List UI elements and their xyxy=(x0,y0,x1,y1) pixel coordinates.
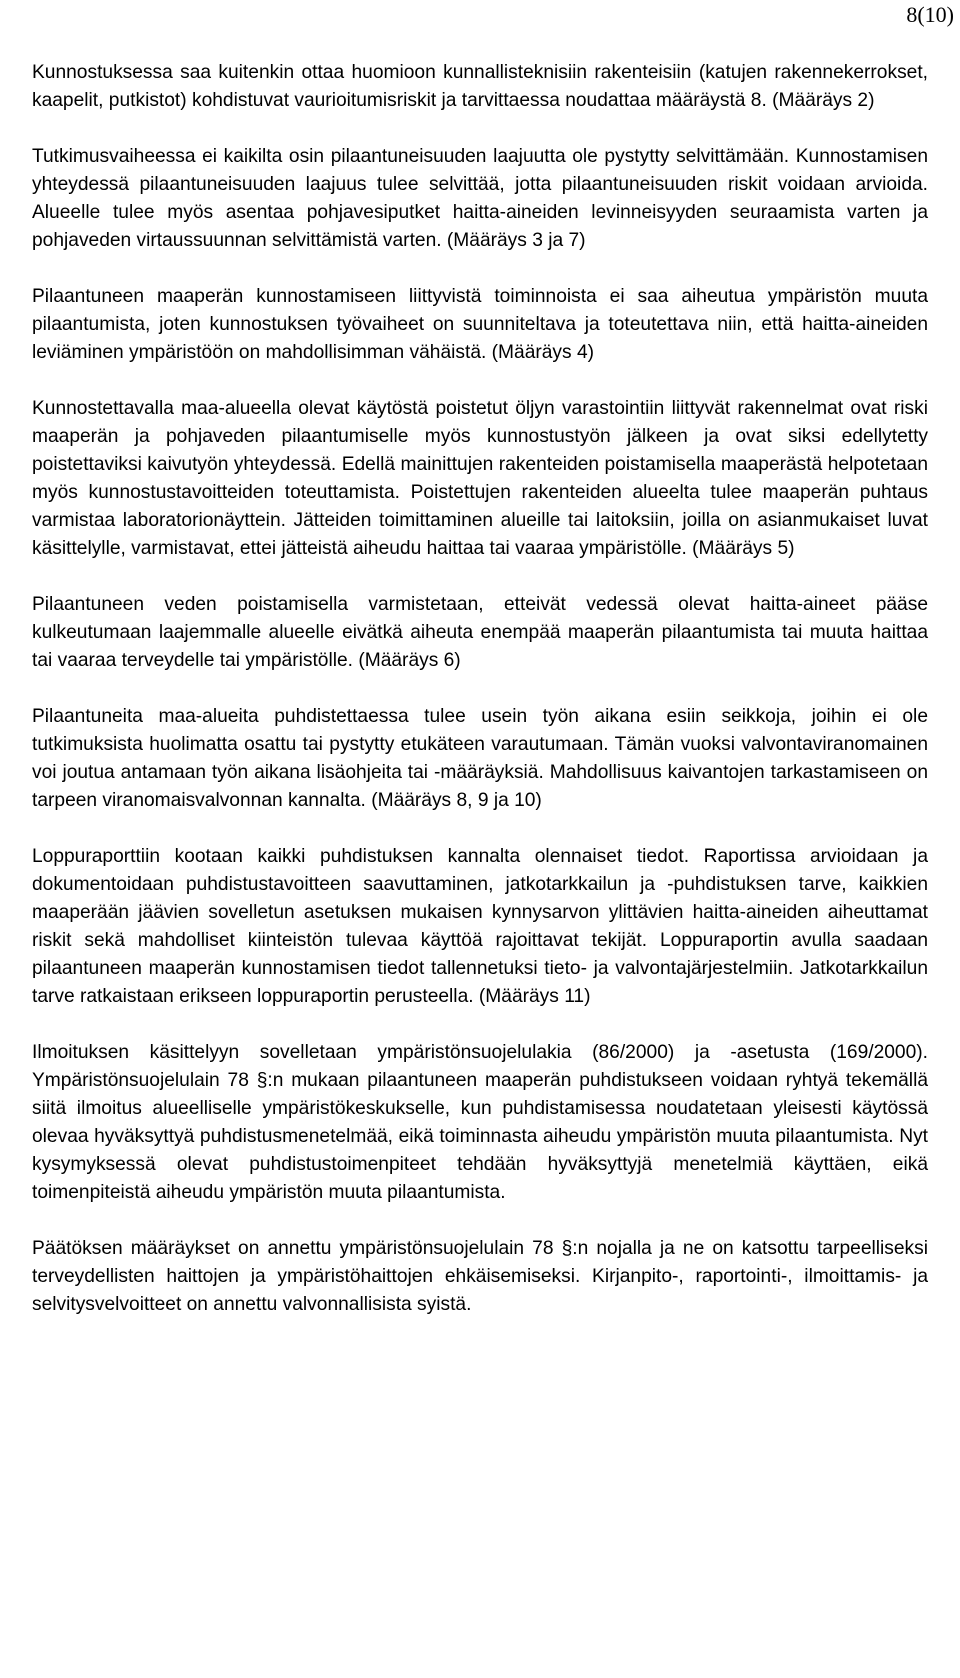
paragraph-prevent-pollution: Pilaantuneen maaperän kunnostamiseen liittyvistä toiminnoista ei saa aiheutua ympäristön muuta pilaantumista, joten kunnostuksen työvaiheet on suunniteltava ja toteutettava niin, että haitta-aineiden leviäminen ympäristöön on mahdollisimman vähäistä. (Määräys 4) xyxy=(32,286,928,363)
paragraph-decision-provisions: Päätöksen määräykset on annettu ympäristönsuojelulain 78 §:n nojalla ja ne on katsottu tarpeelliseksi terveydellisten haittojen ja ympäristöhaittojen ehkäisemiseksi. Kirjanpito-, raportointi-, ilmoittamis- ja selvitysvelvoitteet on annettu valvonnallisista syistä. xyxy=(32,1238,928,1315)
page-number: 8(10) xyxy=(906,2,954,27)
paragraph-final-report: Loppuraporttiin kootaan kaikki puhdistuksen kannalta olennaiset tiedot. Raportissa arvioidaan ja dokumentoidaan puhdistustavoitteen saavuttaminen, jatkotarkkailun ja -puhdistuksen tarve, kaikkien maaperään jäävien sovelletun asetuksen mukaisen kynnysarvon ylittävien haitta-aineiden aiheuttamat riskit sekä mahdolliset kiinteistön tulevaa käyttöä rajoittavat tekijät. Loppuraportin avulla saadaan pilaantuneen maaperän kunnostamisen tiedot tallennetuksi tieto- ja valvontajärjestelmiin. Jatkotarkkailun tarve ratkaistaan erikseen loppuraportin perusteella. (Määräys 11) xyxy=(32,846,928,1007)
paragraph-repair-risks: Kunnostuksessa saa kuitenkin ottaa huomioon kunnallisteknisiin rakenteisiin (katujen rakennekerrokset, kaapelit, putkistot) kohdistuvat vaurioitumisriskit ja tarvittaessa noudattaa määräystä 8. (Määräys 2) xyxy=(32,62,928,111)
paragraph-notification-handling: Ilmoituksen käsittelyyn sovelletaan ympäristönsuojelulakia (86/2000) ja -asetusta (169/2000). Ympäristönsuojelulain 78 §:n mukaan pilaantuneen maaperän puhdistukseen voidaan ryhtyä tekemällä siitä ilmoitus alueelliselle ympäristökeskukselle, kun puhdistamisessa noudatetaan yleisesti käytössä olevaa hyväksyttyä puhdistusmenetelmää, eikä toiminnasta aiheudu ympäristön muuta pilaantumista. Nyt kysymyksessä olevat puhdistustoimenpiteet tehdään hyväksyttyjä menetelmiä käyttäen, eikä toimenpiteistä aiheudu ympäristön muuta pilaantumista. xyxy=(32,1042,928,1203)
paragraph-contaminated-water: Pilaantuneen veden poistamisella varmistetaan, etteivät vedessä olevat haitta-aineet pääse kulkeutumaan laajemmalle alueelle eivätkä aiheuta enempää maaperän pilaantumista tai muuta haittaa tai vaaraa terveydelle tai ympäristölle. (Määräys 6) xyxy=(32,594,928,671)
paragraph-supervision: Pilaantuneita maa-alueita puhdistettaessa tulee usein työn aikana esiin seikkoja, joihin ei ole tutkimuksista huolimatta osattu tai pystytty etukäteen varautumaan. Tämän vuoksi valvontaviranomainen voi joutua antamaan työn aikana lisäohjeita tai -määräyksiä. Mahdollisuus kaivantojen tarkastamiseen on tarpeen viranomaisvalvonnan kannalta. (Määräys 8, 9 ja 10) xyxy=(32,706,928,811)
paragraph-contamination-extent: Tutkimusvaiheessa ei kaikilta osin pilaantuneisuuden laajuutta ole pystytty selvittämään. Kunnostamisen yhteydessä pilaantuneisuuden laajuus tulee selvittää, jotta pilaantuneisuuden riskit voidaan arvioida. Alueelle tulee myös asentaa pohjavesiputket haitta-aineiden levinneisyyden seuraamista varten ja pohjaveden virtaussuunnan selvittämistä varten. (Määräys 3 ja 7) xyxy=(32,146,928,251)
paragraph-oil-structures: Kunnostettavalla maa-alueella olevat käytöstä poistetut öljyn varastointiin liittyvät rakennelmat ovat riski maaperän ja pohjaveden pilaantumiselle myös kunnostustyön jälkeen ja ovat siksi edellytetty poistettaviksi kaivutyön yhteydessä. Edellä mainittujen rakenteiden poistamisella maaperästä helpotetaan myös kunnostustavoitteiden toteuttamista. Poistettujen rakenteiden alueelta tulee maaperän puhtaus varmistaa laboratorionäyttein. Jätteiden toimittaminen alueille tai laitoksiin, joilla on asianmukaiset luvat käsittelylle, varmistavat, ettei jätteistä aiheudu haittaa tai vaaraa ympäristölle. (Määräys 5) xyxy=(32,398,928,559)
document-body xyxy=(32,59,928,1319)
